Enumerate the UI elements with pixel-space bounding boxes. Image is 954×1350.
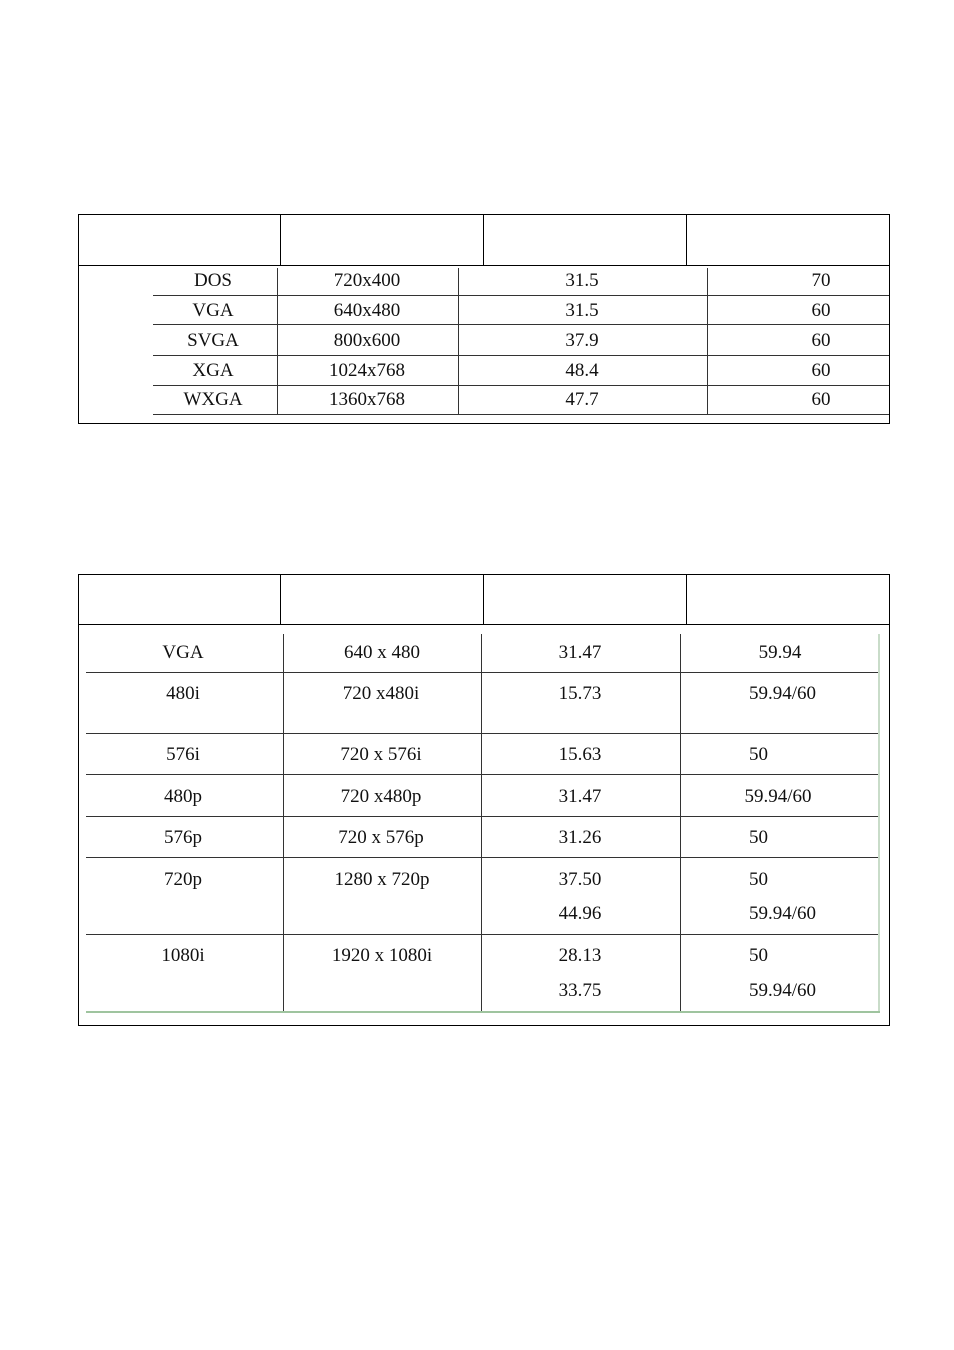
pc-row-divider: [153, 295, 889, 296]
video-row-divider: [86, 733, 878, 734]
video-vfreq-cell: 59.94/60: [744, 786, 812, 807]
video-mode-cell: 1080i: [161, 945, 205, 966]
video-hfreq-cell: 31.47: [558, 642, 602, 663]
pc-hfreq-cell: 31.5: [565, 300, 599, 321]
video-hfreq-cell: 31.26: [558, 827, 602, 848]
pc-hfreq-cell: 37.9: [565, 330, 599, 351]
pc-resolution-cell: 800x600: [333, 330, 401, 351]
video-resolution-cell: 1280 x 720p: [334, 869, 430, 890]
video-mode-cell: 576i: [166, 744, 200, 765]
pc-resolution-cell: 1024x768: [329, 360, 405, 381]
video-col-divider-1: [283, 634, 284, 1012]
video-hfreq-cell: 33.75: [558, 980, 602, 1001]
pc-vfreq-cell: 60: [811, 330, 831, 351]
video-resolution-cell: 720 x 576i: [340, 744, 422, 765]
pc-hfreq-cell: 31.5: [565, 270, 599, 291]
video-col-divider-2: [481, 634, 482, 1012]
pc-row-divider: [153, 385, 889, 386]
video-mode-cell: 480p: [164, 786, 202, 807]
video-row-divider: [86, 934, 878, 935]
video-vfreq-cell: 59.94: [758, 642, 802, 663]
pc-header-col-divider-1: [280, 214, 281, 266]
pc-resolution-cell: 720x400: [333, 270, 401, 291]
video-vfreq-cell: 50: [749, 744, 768, 765]
pc-header-col-divider-2: [483, 214, 484, 266]
pc-col-divider-1: [277, 268, 278, 415]
video-mode-cell: 720p: [164, 869, 202, 890]
pc-col-divider-2: [458, 268, 459, 415]
video-header-col-divider-2: [483, 574, 484, 625]
pc-vfreq-cell: 70: [811, 270, 831, 291]
video-mode-cell: VGA: [162, 642, 204, 663]
video-vfreq-cell: 59.94/60: [749, 980, 817, 1001]
video-vfreq-cell: 50: [749, 827, 768, 848]
video-hfreq-cell: 15.73: [558, 683, 602, 704]
video-mode-cell: 576p: [164, 827, 202, 848]
video-resolution-cell: 640 x 480: [344, 642, 420, 663]
pc-resolution-cell: 1360x768: [329, 389, 405, 410]
video-hfreq-cell: 28.13: [558, 945, 602, 966]
pc-resolution-cell: 640x480: [333, 300, 401, 321]
pc-vfreq-cell: 60: [811, 389, 831, 410]
pc-col-divider-3: [707, 268, 708, 415]
video-mode-cell: 480i: [166, 683, 200, 704]
video-header-col-divider-3: [686, 574, 687, 625]
video-resolution-cell: 1920 x 1080i: [331, 945, 433, 966]
video-row-divider: [86, 774, 878, 775]
video-right-edge: [878, 634, 880, 1012]
video-hfreq-cell: 44.96: [558, 903, 602, 924]
video-hfreq-cell: 15.63: [558, 744, 602, 765]
pc-header-col-divider-3: [686, 214, 687, 266]
video-vfreq-cell: 59.94/60: [749, 903, 817, 924]
pc-hfreq-cell: 47.7: [565, 389, 599, 410]
pc-vfreq-cell: 60: [811, 300, 831, 321]
pc-vfreq-cell: 60: [811, 360, 831, 381]
video-header-divider: [78, 624, 890, 625]
video-resolution-cell: 720 x480i: [342, 683, 420, 704]
pc-row-divider: [153, 355, 889, 356]
pc-mode-cell: WXGA: [183, 389, 243, 410]
video-row-divider: [86, 857, 878, 858]
video-vfreq-cell: 50: [749, 869, 768, 890]
pc-mode-cell: SVGA: [187, 330, 239, 351]
video-hfreq-cell: 37.50: [558, 869, 602, 890]
video-vfreq-cell: 50: [749, 945, 768, 966]
video-bottom-edge: [86, 1011, 880, 1013]
pc-mode-cell: XGA: [192, 360, 234, 381]
pc-hfreq-cell: 48.4: [565, 360, 599, 381]
video-hfreq-cell: 31.47: [558, 786, 602, 807]
pc-row-divider: [153, 414, 889, 415]
pc-header-divider: [78, 265, 890, 266]
video-row-divider: [86, 672, 878, 673]
video-vfreq-cell: 59.94/60: [749, 683, 817, 704]
video-header-col-divider-1: [280, 574, 281, 625]
video-resolution-cell: 720 x480p: [340, 786, 422, 807]
video-row-divider: [86, 816, 878, 817]
video-resolution-cell: 720 x 576p: [338, 827, 424, 848]
pc-mode-cell: DOS: [193, 270, 233, 291]
video-col-divider-3: [680, 634, 681, 1012]
pc-mode-cell: VGA: [192, 300, 234, 321]
pc-row-divider: [153, 324, 889, 325]
